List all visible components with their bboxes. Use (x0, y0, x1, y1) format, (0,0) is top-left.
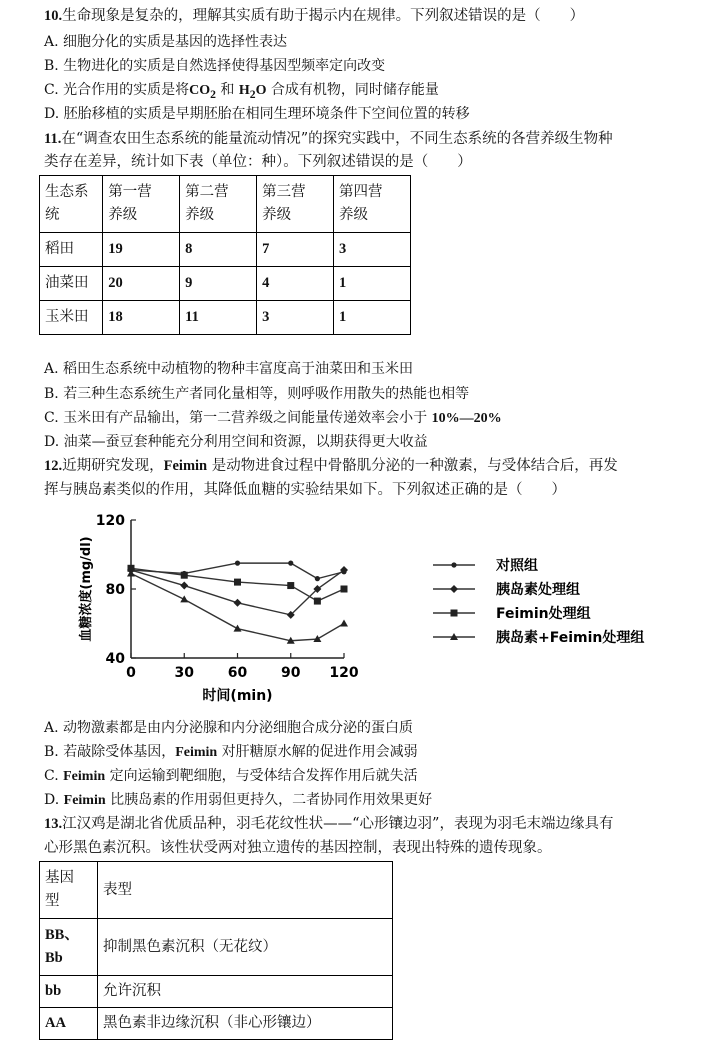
data-point (234, 599, 242, 607)
co2-subscript: 2 (210, 87, 216, 101)
table-cell: 7 (257, 233, 334, 267)
legend-label: Feimin处理组 (496, 606, 591, 622)
legend-item (433, 605, 591, 622)
data-point (234, 579, 241, 586)
legend-label: 对照组 (496, 558, 538, 574)
legend-label: 胰岛素处理组 (496, 582, 580, 598)
q11-number: 11. (44, 131, 62, 147)
q11-table (39, 175, 411, 335)
x-tick-label: 60 (227, 665, 248, 681)
chart-axes (78, 513, 359, 704)
table-cell: BB、 Bb (40, 919, 98, 976)
q10-number: 10. (44, 8, 63, 24)
q12-option-b[interactable] (44, 742, 418, 763)
opt-text: 对肝糖原水解的促进作用会减弱 (217, 744, 418, 760)
q10-option-d[interactable]: D. 胚胎移植的实质是早期胚胎在相同生理环境条件下空间位置的转移 (44, 106, 470, 122)
table-row (40, 919, 393, 976)
q11-option-c-text: C. 玉米田有产品输出，第一二营养级之间能量传递效率会小于 (44, 410, 432, 426)
q11-stem-line1 (44, 129, 613, 149)
table-cell: 允许沉积 (98, 976, 393, 1008)
opt-prefix: C. (44, 768, 64, 784)
legend-item (433, 557, 538, 574)
data-point (180, 582, 188, 590)
data-point (288, 561, 293, 566)
table-row (40, 976, 393, 1008)
table-cell: 1 (334, 301, 411, 335)
legend-item (433, 629, 644, 646)
table-cell: 20 (103, 267, 180, 301)
x-tick-label: 120 (329, 665, 359, 681)
q13-stem-text1: 江汉鸡是湖北省优质品种，羽毛花纹性状——“心形镶边羽”，表现为羽毛末端边缘具有 (62, 816, 614, 832)
q11-table-header (40, 176, 411, 233)
y-tick-label: 120 (95, 513, 125, 529)
q12-option-d[interactable] (44, 790, 432, 811)
y-axis-label: 血糖浓度(mg/dl) (79, 536, 94, 642)
series-square (128, 565, 348, 605)
q10-option-b[interactable]: B. 生物进化的实质是自然选择使得基因型频率定向改变 (44, 58, 386, 74)
data-point (234, 625, 242, 632)
data-point (340, 620, 348, 627)
x-tick-label: 90 (281, 665, 301, 681)
q10-stem (44, 6, 584, 26)
table-cell: bb (40, 976, 98, 1008)
table-row (40, 267, 411, 301)
series-line (131, 570, 344, 615)
q13-table (39, 861, 393, 1040)
y-tick-label: 40 (105, 651, 125, 667)
table-cell: AA (40, 1008, 98, 1040)
q13-th-1: 表型 (98, 862, 393, 919)
series-diamond (127, 566, 348, 619)
opt-feimin: Feimin (63, 793, 106, 808)
data-point (287, 582, 294, 589)
table-cell: 9 (180, 267, 257, 301)
q13-stem-line2: 心形黑色素沉积。该性状受两对独立遗传的基因控制，表现出特殊的遗传现象。 (44, 840, 552, 856)
q11-th-1: 第一营 养级 (103, 176, 180, 233)
q11-option-c-percent: 10%—20% (431, 411, 502, 426)
q11-stem-text1: 在“调查农田生态系统的能量流动情况”的探究实践中，不同生态系统的各营养级生物种 (61, 131, 613, 147)
data-point (181, 572, 188, 579)
opt-text: 定向运输到靶细胞，与受体结合发挥作用后就失活 (105, 768, 418, 784)
opt-prefix: D. (44, 792, 64, 808)
q11-th-3: 第三营 养级 (257, 176, 334, 233)
q11-th-2: 第二营 养级 (180, 176, 257, 233)
q11-option-b[interactable]: B. 若三种生态系统生产者同化量相等，则呼吸作用散失的热能也相等 (44, 386, 470, 402)
table-cell: 3 (257, 301, 334, 335)
chart-legend (433, 557, 644, 646)
q12-stem-c: 是动物进食过程中骨骼肌分泌的一种激素，与受体结合后，再发 (207, 458, 618, 474)
table-cell: 8 (180, 233, 257, 267)
data-point (180, 595, 188, 602)
q12-number: 12. (44, 458, 63, 474)
table-row (40, 1008, 393, 1040)
table-cell: 3 (334, 233, 411, 267)
q12-stem-a: 近期研究发现， (62, 458, 164, 474)
opt-text: 动物激素都是由内分泌腺和内分泌细胞合成分泌的蛋白质 (63, 720, 414, 736)
table-row (40, 233, 411, 267)
data-point (451, 562, 456, 567)
table-cell: 抑制黑色素沉积（无花纹） (98, 919, 393, 976)
table-cell: 1 (334, 267, 411, 301)
q10-and: 和 (215, 82, 239, 98)
q13-stem-line1 (44, 814, 613, 834)
h2o-formula: H (238, 83, 250, 98)
q11-th-0: 生态系 统 (40, 176, 103, 233)
data-point (235, 561, 240, 566)
q11-th-4: 第四营 养级 (334, 176, 411, 233)
opt-text: 比胰岛素的作用弱但更持久，二者协同作用效果更好 (105, 792, 433, 808)
table-cell: 油菜田 (40, 267, 103, 301)
q10-option-c-text: C. 光合作用的实质是将 (44, 82, 190, 98)
x-axis-label: 时间(min) (202, 688, 273, 704)
data-point (315, 576, 320, 581)
opt-prefix: B. 若敲除受体基因， (44, 744, 176, 760)
legend-label: 胰岛素+Feimin处理组 (496, 630, 645, 646)
chart-series (127, 561, 348, 644)
q13-number: 13. (44, 816, 63, 832)
table-row (40, 301, 411, 335)
opt-feimin: Feimin (175, 745, 218, 760)
data-point (341, 586, 348, 593)
q12-option-c[interactable] (44, 766, 418, 787)
table-cell: 11 (180, 301, 257, 335)
x-tick-label: 30 (174, 665, 194, 681)
table-cell: 4 (257, 267, 334, 301)
table-cell: 黑色素非边缘沉积（非心形镶边） (98, 1008, 393, 1040)
h2o-oxygen: O (255, 83, 267, 98)
q12-stem-line1 (44, 456, 618, 476)
q11-option-c[interactable] (44, 408, 502, 429)
q12-option-a[interactable] (44, 718, 413, 738)
y-tick-label: 80 (105, 582, 125, 598)
co2-formula: CO (189, 83, 211, 98)
q11-option-d[interactable]: D. 油菜—蚕豆套种能充分利用空间和资源，以期获得更大收益 (44, 434, 428, 450)
opt-prefix: A. (44, 720, 64, 736)
q11-stem-line2: 类存在差异，统计如下表（单位：种）。下列叙述错误的是（ ） (44, 154, 472, 170)
data-point (450, 585, 458, 593)
q11-option-a[interactable]: A. 稻田生态系统中动植物的物种丰富度高于油菜田和玉米田 (44, 361, 414, 377)
table-cell: 稻田 (40, 233, 103, 267)
legend-item (433, 581, 580, 598)
q10-option-c-tail: 合成有机物，同时储存能量 (266, 82, 439, 98)
q10-option-c[interactable] (44, 80, 439, 105)
q10-stem-text: 生命现象是复杂的，理解其实质有助于揭示内在规律。下列叙述错误的是（ ） (62, 8, 585, 24)
table-cell: 19 (103, 233, 180, 267)
q13-th-0: 基因 型 (40, 862, 98, 919)
q13-table-header (40, 862, 393, 919)
blood-glucose-chart (60, 508, 710, 708)
opt-feimin: Feimin (63, 769, 106, 784)
data-point (314, 598, 321, 605)
q10-option-a[interactable]: A. 细胞分化的实质是基因的选择性表达 (44, 34, 288, 50)
table-cell: 18 (103, 301, 180, 335)
x-tick-label: 0 (126, 665, 136, 681)
data-point (451, 610, 458, 617)
q12-stem-line2: 挥与胰岛素类似的作用，其降低血糖的实验结果如下。下列叙述正确的是（ ） (44, 482, 566, 498)
table-cell: 玉米田 (40, 301, 103, 335)
q12-stem-feimin: Feimin (163, 458, 208, 474)
h2o-subscript: 2 (249, 87, 256, 101)
